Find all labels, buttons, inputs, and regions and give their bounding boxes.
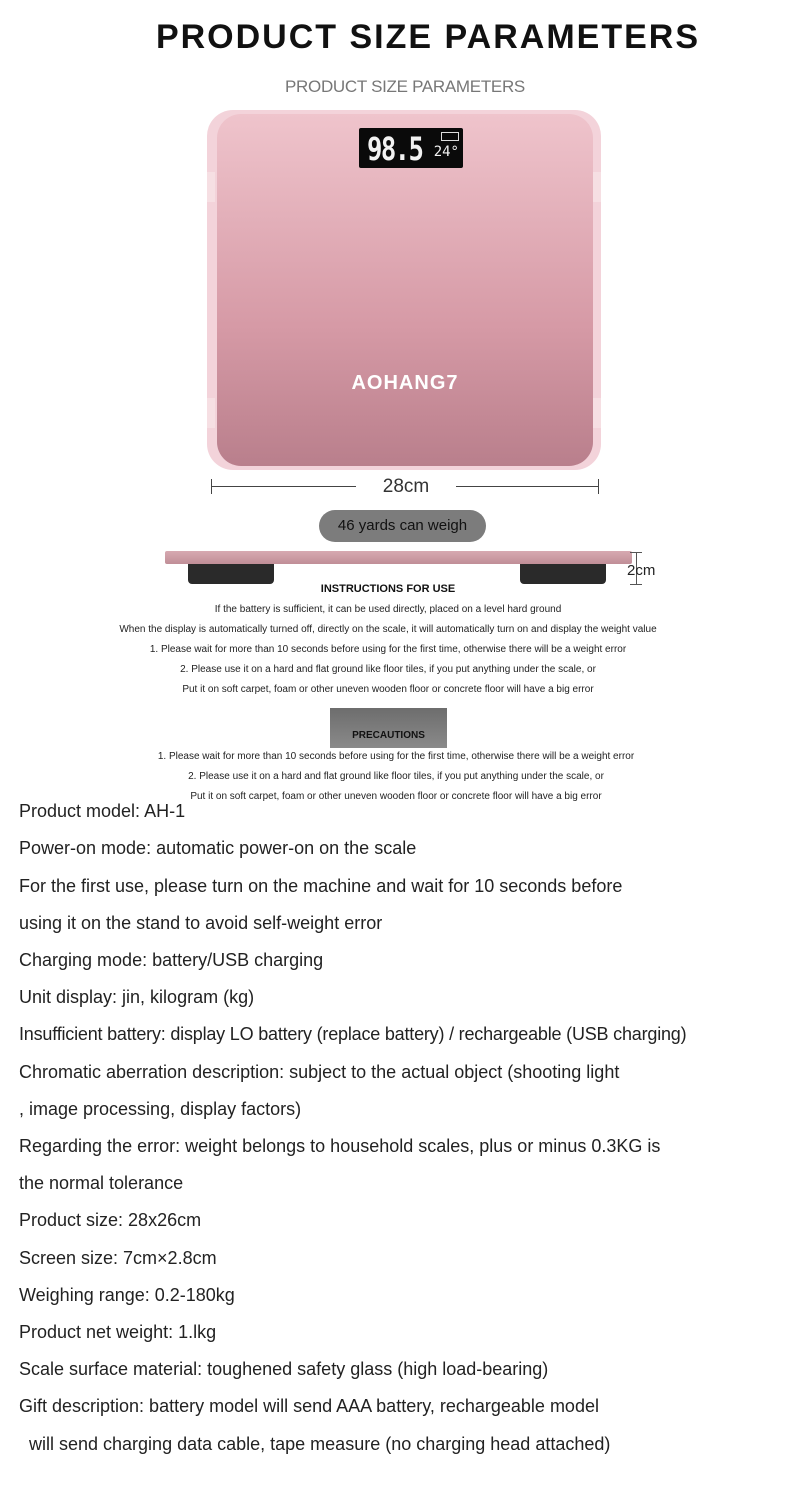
precaution-line: Put it on soft carpet, foam or other uneven wooden floor or concrete floor will have a big error: [190, 791, 602, 802]
instructions-title: INSTRUCTIONS FOR USE: [320, 583, 456, 595]
scale-foot: [520, 564, 606, 584]
corner-pad: [593, 398, 601, 428]
instruction-line: Put it on soft carpet, foam or other uneven wooden floor or concrete floor will have a big error: [182, 684, 594, 695]
spec-line: Weighing range: 0.2-180kg: [19, 1285, 235, 1305]
thickness-label: 2cm: [627, 562, 656, 579]
width-label: 28cm: [382, 476, 430, 497]
spec-line: Gift description: battery model will send AAA battery, rechargeable model: [19, 1396, 599, 1416]
lcd-weight-value: 98.5: [367, 130, 423, 168]
spec-line: using it on the stand to avoid self-weight error: [19, 913, 383, 933]
instruction-line: 2. Please use it on a hard and flat ground like floor tiles, if you put anything under the scale, or: [180, 664, 596, 675]
corner-pad: [207, 172, 215, 202]
spec-line: Product net weight: 1.lkg: [19, 1322, 217, 1342]
precautions-title: PRECAUTIONS: [352, 730, 425, 741]
spec-line: For the first use, please turn on the machine and wait for 10 seconds before: [19, 876, 623, 896]
width-dimension: [211, 476, 599, 498]
corner-pad: [207, 398, 215, 428]
lcd-display: [359, 128, 463, 168]
lcd-temperature: 24°: [433, 144, 459, 160]
precautions-box: [330, 708, 447, 748]
spec-line: Unit display: jin, kilogram (kg): [19, 987, 255, 1007]
spec-line: Insufficient battery: display LO battery (replace battery) / rechargeable (USB charging): [19, 1024, 687, 1044]
scale-top-view: [207, 110, 601, 470]
spec-line: will send charging data cable, tape measure (no charging head attached): [19, 1434, 611, 1454]
spec-line: , image processing, display factors): [19, 1099, 302, 1119]
spec-line: Scale surface material: toughened safety glass (high load-bearing): [19, 1359, 549, 1379]
spec-line: Screen size: 7cm×2.8cm: [19, 1248, 217, 1268]
precaution-line: 2. Please use it on a hard and flat ground like floor tiles, if you put anything under the scale, or: [188, 771, 604, 782]
precaution-line: 1. Please wait for more than 10 seconds before using for the first time, otherwise there will be a weight error: [157, 751, 635, 762]
dimension-tick: [598, 479, 599, 494]
page-subtitle: PRODUCT SIZE PARAMETERS: [285, 77, 525, 96]
scale-foot: [188, 564, 274, 584]
capacity-badge: 46 yards can weigh: [319, 510, 486, 542]
instruction-line: If the battery is sufficient, it can be used directly, placed on a level hard ground: [214, 604, 562, 615]
spec-line: Charging mode: battery/USB charging: [19, 950, 324, 970]
spec-line: Product size: 28x26cm: [19, 1210, 202, 1230]
spec-line: Power-on mode: automatic power-on on the scale: [19, 838, 417, 858]
dimension-line: [211, 486, 356, 487]
dimension-line: [456, 486, 599, 487]
page-title: PRODUCT SIZE PARAMETERS: [155, 18, 701, 56]
spec-line: Product model: AH-1: [19, 801, 186, 821]
battery-icon: [441, 132, 459, 141]
spec-line: the normal tolerance: [19, 1173, 184, 1193]
brand-logo: AOHANG7: [351, 372, 459, 394]
corner-pad: [593, 172, 601, 202]
scale-glass-surface: [217, 114, 593, 466]
instruction-line: 1. Please wait for more than 10 seconds before using for the first time, otherwise there will be a weight error: [149, 644, 627, 655]
spec-line: Regarding the error: weight belongs to household scales, plus or minus 0.3KG is: [19, 1136, 661, 1156]
spec-line: Chromatic aberration description: subject to the actual object (shooting light: [19, 1062, 620, 1082]
scale-side-view: [165, 551, 632, 564]
instruction-line: When the display is automatically turned off, directly on the scale, it will automatically turn on and display the weight value: [119, 624, 657, 635]
